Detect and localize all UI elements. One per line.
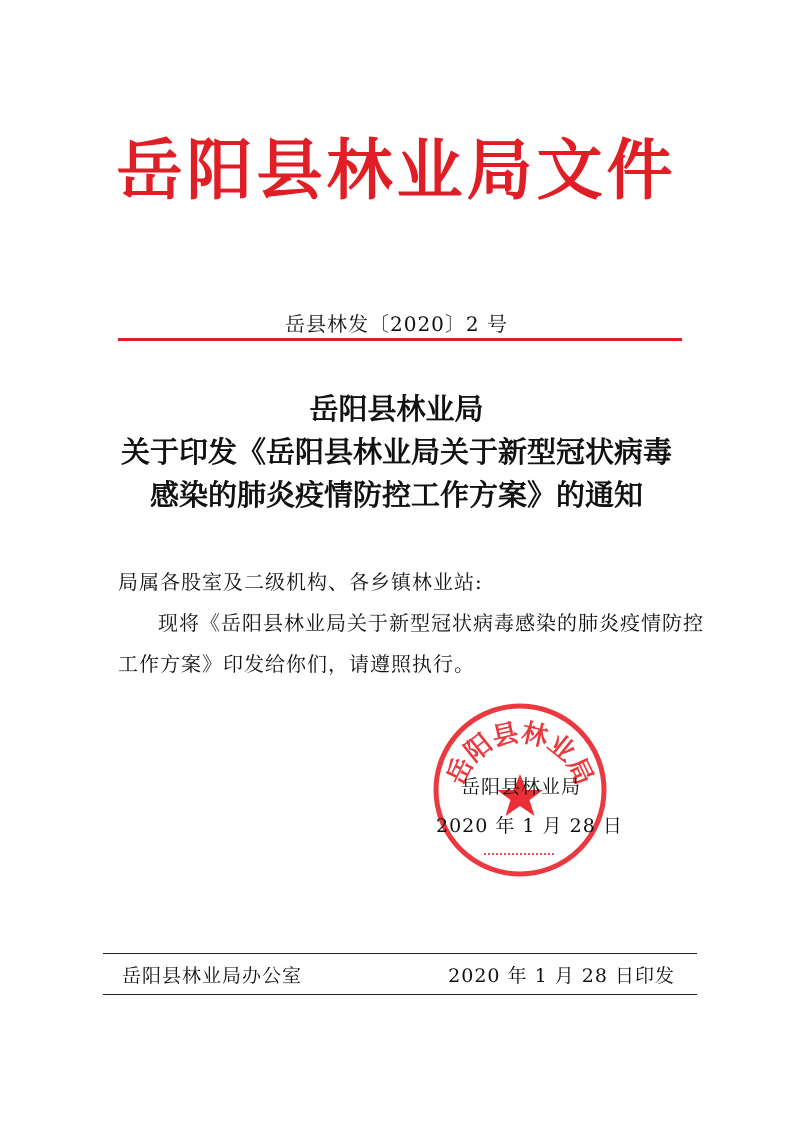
footer-bottom-rule bbox=[103, 994, 697, 995]
seal-arc-text: 岳阳县林业局 bbox=[441, 718, 599, 790]
signature-org: 岳阳县林业局 bbox=[460, 776, 581, 798]
signature-date: 2020 年 1 月 28 日 bbox=[436, 815, 623, 837]
document-number: 岳县林发〔2020〕2 号 bbox=[285, 312, 508, 336]
title-line-3: 感染的肺炎疫情防控工作方案》的通知 bbox=[149, 478, 643, 512]
paragraph-line-1: 现将《岳阳县林业局关于新型冠状病毒感染的肺炎疫情防控 bbox=[158, 611, 704, 635]
footer-issuer: 岳阳县林业局办公室 bbox=[122, 965, 303, 987]
notice-body bbox=[118, 562, 704, 685]
footer-top-rule bbox=[103, 953, 697, 954]
notice-title bbox=[0, 388, 793, 517]
salutation: 局属各股室及二级机构、各乡镇林业站: bbox=[118, 570, 483, 594]
footer-issue-date: 2020 年 1 月 28 日印发 bbox=[448, 965, 675, 987]
title-line-1: 岳阳县林业局 bbox=[309, 392, 484, 426]
masthead-title: 岳阳县林业局文件 bbox=[116, 132, 677, 209]
paragraph-line-2: 工作方案》印发给你们，请遵照执行。 bbox=[118, 652, 475, 676]
signature-block bbox=[436, 768, 623, 846]
red-divider bbox=[118, 338, 682, 341]
title-line-2: 关于印发《岳阳县林业局关于新型冠状病毒 bbox=[120, 435, 672, 469]
